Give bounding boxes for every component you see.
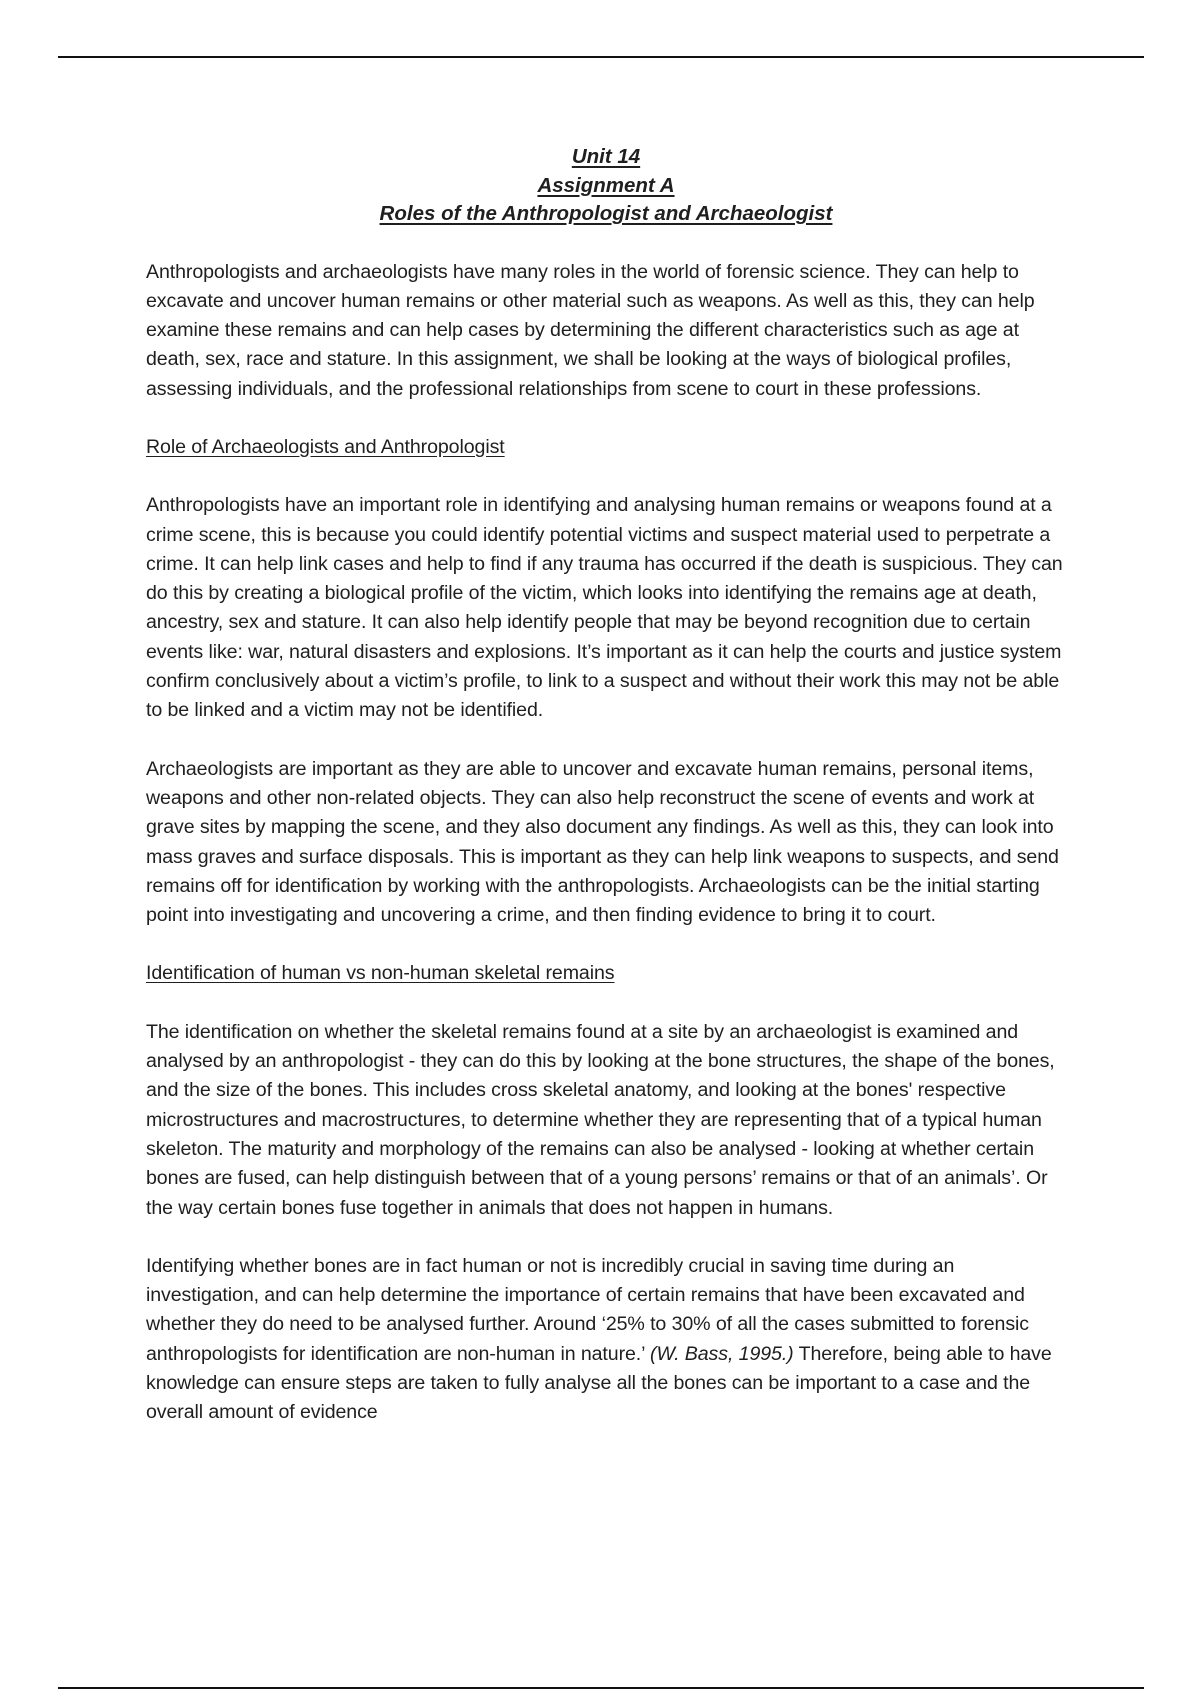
importance-paragraph [146,1252,1066,1428]
bottom-rule [58,1687,1144,1689]
citation: (W. Bass, 1995.) [650,1342,794,1365]
unit-title: Unit 14 [571,145,641,168]
title-block [146,143,1066,229]
document-page [146,143,1066,1428]
intro-paragraph: Anthropologists and archaeologists have many roles in the world of forensic science. They can help to excavate and uncover human remains or other material such as weapons. As well as this, they can help examine these remains and can help cases by determining the different characteristics such as age at death, sex, race and stature. In this assignment, we shall be looking at the ways of biological profiles, assessing individuals, and the professional relationships from scene to court in these professions. [146,260,1035,400]
importance-text-end: Therefore, being able to have knowledge can ensure steps are taken to fully analyse all the bones can be important to a case and the overall amount of evidence [146,1342,1052,1424]
importance-text-start: Identifying whether bones are in fact human or not is incredibly crucial in saving time during an investigation, and can help determine the importance of certain remains that have been excavated and whether they do need to be analysed further. Around ‘25% to 30% of all the cases submitted to forensic anthropologists for identification are non-human in nature.’ [146,1254,1029,1365]
anthropologists-paragraph: Anthropologists have an important role in identifying and analysing human remains or weapons found at a crime scene, this is because you could identify potential victims and suspect material used to perpetrate a crime. It can help link cases and help to find if any trauma has occurred if the death is suspicious. They can do this by creating a biological profile of the victim, which looks into identifying the remains age at death, ancestry, sex and stature. It can also help identify people that may be beyond recognition due to certain events like: war, natural disasters and explosions. It’s important as it can help the courts and justice system confirm conclusively about a victim’s profile, to link to a suspect and without their work this may not be able to be linked and a victim may not be identified. [146,494,1063,722]
identification-paragraph: The identification on whether the skeletal remains found at a site by an archaeologist is examined and analysed by an anthropologist - they can do this by looking at the bone structures, the shape of the bones, and the size of the bones. This includes cross skeletal anatomy, and looking at the bones' respective microstructures and macrostructures, to determine whether they are representing that of a typical human skeleton. The maturity and morphology of the remains can also be analysed - looking at whether certain bones are fused, can help distinguish between that of a young persons’ remains or that of an animals’. Or the way certain bones fuse together in animals that does not happen in humans. [146,1020,1055,1219]
top-rule [58,56,1144,58]
document-title: Roles of the Anthropologist and Archaeologist [379,202,833,225]
section-heading-identification: Identification of human vs non-human skeletal remains [146,962,615,985]
assignment-title: Assignment A [537,173,675,197]
archaeologists-paragraph: Archaeologists are important as they are able to uncover and excavate human remains, personal items, weapons and other non-related objects. They can also help reconstruct the scene of events and work at grave sites by mapping the scene, and they also document any findings. As well as this, they can look into mass graves and surface disposals. This is important as they can help link weapons to suspects, and send remains off for identification by working with the anthropologists. Archaeologists can be the initial starting point into investigating and uncovering a crime, and then finding evidence to bring it to court. [146,757,1059,927]
section-heading-roles: Role of Archaeologists and Anthropologist [146,435,505,458]
